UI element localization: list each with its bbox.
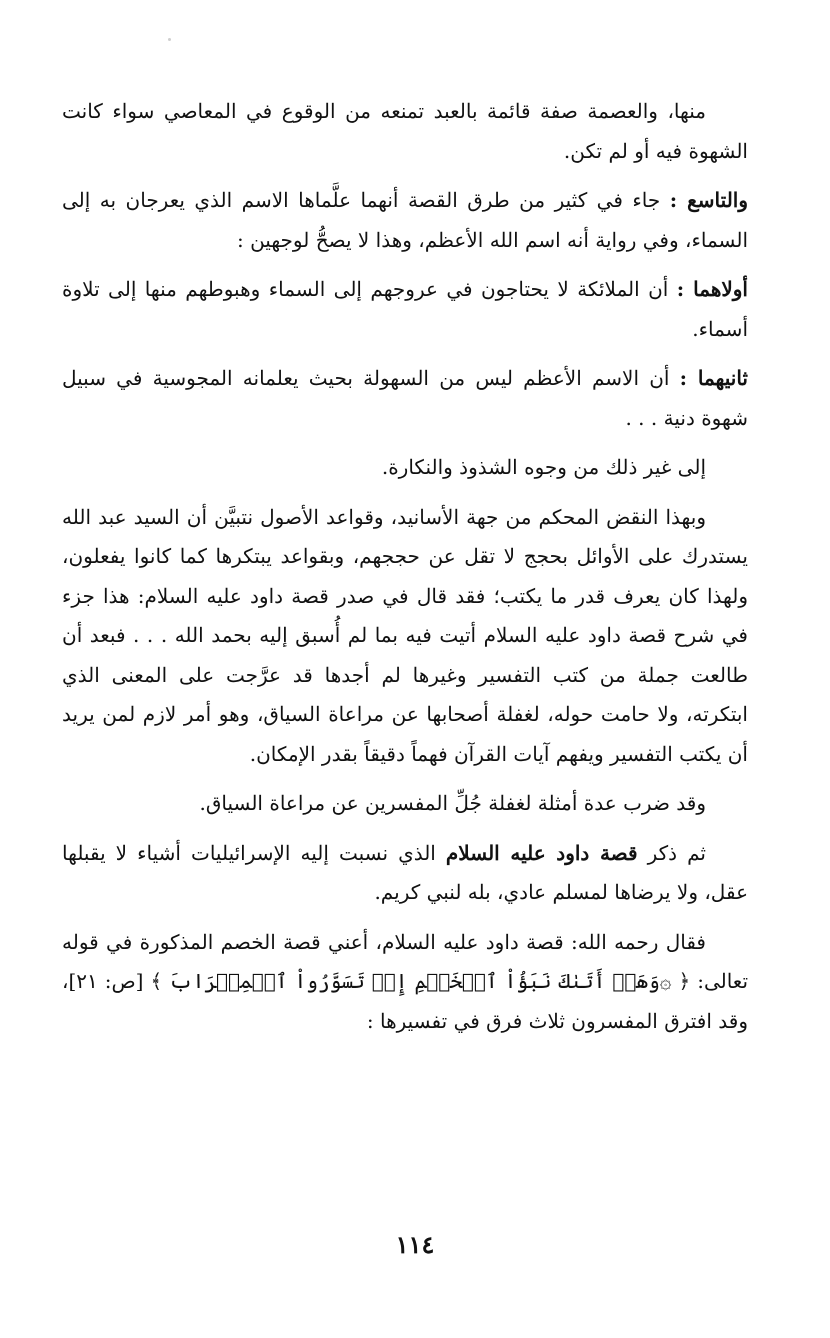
- paragraph-8-before: ثم ذكر: [637, 840, 706, 865]
- verse-reference: [ص: ٢١]: [68, 969, 151, 993]
- paragraph-1-text: منها، والعصمة صفة قائمة بالعبد تمنعه من الوقوع في المعاصي سواء كانت الشهوة فيه أو لم تكن.: [62, 99, 748, 163]
- paragraph-8-bold: قصة داود عليه السلام: [445, 840, 638, 865]
- paragraph-9-after: ، وقد افترق المفسرون ثلاث فرق في تفسيرها :: [62, 969, 748, 1033]
- paragraph-5: [62, 448, 748, 488]
- paragraph-3-text: أن الملائكة لا يحتاجون في عروجهم إلى السماء وهبوطهم منها إلى تلاوة أسماء.: [62, 277, 748, 341]
- paragraph-3: [62, 270, 748, 349]
- paragraph-7-text: وقد ضرب عدة أمثلة لغفلة جُلِّ المفسرين عن مراعاة السياق.: [199, 791, 706, 815]
- page-dot-mark: [168, 38, 171, 41]
- paragraph-8-after: الذي نسبت إليه الإسرائيليات أشياء لا يقبلها عقل، ولا يرضاها لمسلم عادي، بله لنبي كريم.: [62, 840, 748, 904]
- paragraph-2-lead: والتاسع :: [669, 188, 748, 212]
- paragraph-3-lead: أولاهما :: [676, 277, 748, 301]
- page-body: [62, 92, 748, 1051]
- paragraph-9: [62, 923, 748, 1042]
- paragraph-9-before: فقال رحمه الله: قصة داود عليه السلام، أعني قصة الخصم المذكورة في قوله تعالى:: [62, 929, 749, 993]
- paragraph-4: [62, 359, 748, 438]
- quran-verse: ﴿ ۞وَهَلۡ أَتَىٰكَ نَبَؤُاْ ٱلۡخَصۡمِ إِذۡ تَسَوَّرُواْ ٱلۡمِحۡرَابَ ﴾: [150, 969, 691, 993]
- paragraph-6-text: وبهذا النقض المحكم من جهة الأسانيد، وقواعد الأصول نتبيَّن أن السيد عبد الله يستدرك على الأوائل بحجج لا تقل عن حججهم، وبقواعد يبتكرها كما كانوا يفعلون، ولهذا كان يعرف قدر ما يكتب؛ فقد قال في صدر قصة داود عليه السلام: هذا جزء في شرح قصة داود عليه السلام أتيت فيه بما لم أُسبق إليه بحمد الله . . . فبعد أن طالعت جملة من كتب التفسير وغيرها لم أجدها قد عرَّجت على المعنى الذي ابتكرته، ولا حامت حوله، لغفلة أصحابها عن مراعاة السياق، وهو أمر لازم لمن يريد أن يكتب التفسير ويفهم آيات القرآن فهماً دقيقاً بقدر الإمكان.: [62, 504, 748, 766]
- paragraph-2: [62, 181, 748, 260]
- paragraph-7: [62, 784, 748, 824]
- paragraph-1: [62, 92, 748, 171]
- page-number: ١١٤: [395, 1230, 435, 1259]
- paragraph-8: [62, 834, 748, 913]
- paragraph-4-lead: ثانيهما :: [679, 366, 749, 390]
- paragraph-2-text: جاء في كثير من طرق القصة أنهما علَّماها الاسم الذي يعرجان به إلى السماء، وفي رواية أنه اسم الله الأعظم، وهذا لا يصحُّ لوجهين :: [62, 188, 748, 252]
- paragraph-6: [62, 498, 748, 775]
- paragraph-5-text: إلى غير ذلك من وجوه الشذوذ والنكارة.: [381, 455, 706, 479]
- paragraph-4-text: أن الاسم الأعظم ليس من السهولة بحيث يعلمانه المجوسية في سبيل شهوة دنية . . .: [62, 366, 748, 430]
